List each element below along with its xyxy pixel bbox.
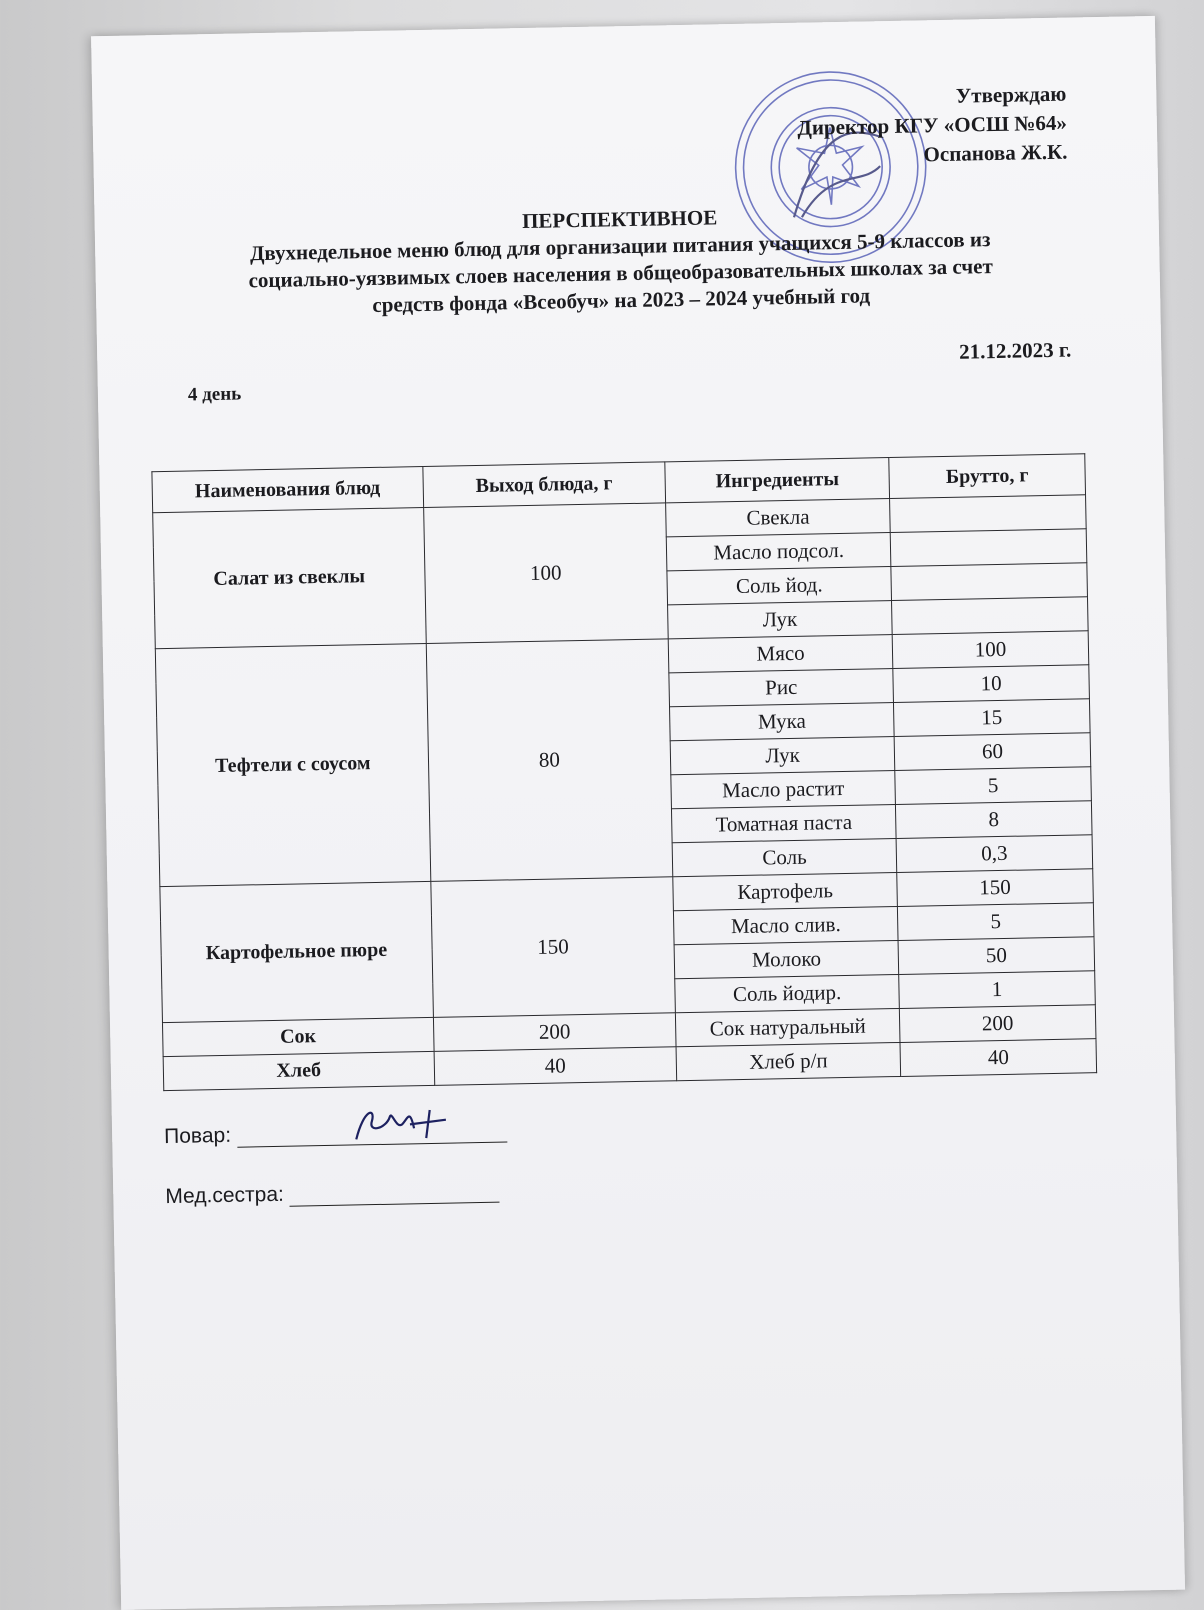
dish-name: Тефтели с соусом xyxy=(155,643,430,886)
ingredient-name: Соль йод. xyxy=(667,567,892,605)
column-header-dish: Наименования блюд xyxy=(152,467,423,513)
ingredient-name: Томатная паста xyxy=(672,804,897,842)
dish-output: 80 xyxy=(426,639,673,882)
dish-output: 150 xyxy=(430,877,675,1018)
cook-signature-field xyxy=(164,1119,507,1150)
ingredient-name: Мясо xyxy=(668,635,893,673)
ingredient-name: Масло подсол. xyxy=(666,533,891,571)
ingredient-gross: 150 xyxy=(897,869,1094,907)
document-subtitle-3: средств фонда «Всеобуч» на 2023 – 2024 учебный год xyxy=(372,283,871,317)
ingredient-name: Картофель xyxy=(673,872,898,910)
ingredient-name: Масло слив. xyxy=(674,906,899,944)
ingredient-name: Лук xyxy=(668,601,893,639)
document-subtitle-2: социально-уязвимых слоев населения в общеобразовательных школах за счет xyxy=(248,254,994,293)
ingredient-gross: 1 xyxy=(899,971,1096,1009)
document-date: 21.12.2023 г. xyxy=(958,337,1072,364)
nurse-signature-line xyxy=(290,1182,500,1207)
ingredient-name: Рис xyxy=(669,669,894,707)
dish-output: 40 xyxy=(434,1047,677,1086)
ingredient-name: Лук xyxy=(670,737,895,775)
ingredient-name: Сок натуральный xyxy=(676,1008,901,1046)
ingredient-name: Соль йодир. xyxy=(675,974,900,1012)
column-header-output: Выход блюда, г xyxy=(422,462,665,508)
ingredient-name: Мука xyxy=(670,703,895,741)
ingredient-gross: 10 xyxy=(893,665,1090,703)
ingredient-name: Соль xyxy=(672,838,897,876)
dish-name: Картофельное пюре xyxy=(160,881,433,1022)
document-sheet xyxy=(91,16,1185,1610)
ingredient-name: Хлеб р/п xyxy=(676,1042,901,1080)
approval-block xyxy=(797,80,1068,172)
ingredient-gross: 200 xyxy=(899,1005,1096,1043)
ingredient-gross: 100 xyxy=(892,631,1089,669)
ingredient-gross: 5 xyxy=(897,903,1094,941)
ingredient-gross: 60 xyxy=(894,733,1091,771)
document-subtitle-1: Двухнедельное меню блюд для организации питания учащихся 5-9 классов из xyxy=(249,227,991,266)
ingredient-gross: 0,3 xyxy=(896,835,1093,873)
ingredient-gross: 40 xyxy=(900,1039,1097,1077)
nurse-label: Мед.сестра: xyxy=(165,1182,285,1209)
column-header-gross: Брутто, г xyxy=(889,454,1086,499)
approval-name: Оспанова Ж.К. xyxy=(923,139,1068,167)
ingredient-gross xyxy=(890,495,1087,533)
nurse-signature-field xyxy=(165,1179,500,1209)
approval-label: Утверждаю xyxy=(955,81,1067,108)
cook-signature xyxy=(345,1097,466,1149)
menu-day: 4 день xyxy=(187,383,242,406)
document-title: ПЕРСПЕКТИВНОЕ xyxy=(521,205,718,234)
cook-label: Повар: xyxy=(163,1123,232,1149)
ingredient-name: Молоко xyxy=(674,940,899,978)
menu-table xyxy=(151,453,1097,1091)
ingredient-gross xyxy=(892,597,1089,635)
dish-output: 100 xyxy=(423,503,668,644)
ingredient-name: Свекла xyxy=(666,499,891,537)
ingredient-gross: 50 xyxy=(898,937,1095,975)
dish-name: Салат из свеклы xyxy=(153,508,426,649)
ingredient-gross: 8 xyxy=(895,801,1092,839)
ingredient-gross: 5 xyxy=(895,767,1092,805)
dish-name: Хлеб xyxy=(163,1051,434,1090)
table-body xyxy=(153,495,1097,1091)
ingredient-gross: 15 xyxy=(894,699,1091,737)
ingredient-gross xyxy=(890,529,1087,567)
ingredient-gross xyxy=(891,563,1088,601)
dish-output: 200 xyxy=(433,1013,676,1052)
ingredient-name: Масло растит xyxy=(671,771,896,809)
column-header-ingredients: Ингредиенты xyxy=(665,458,890,503)
dish-name: Сок xyxy=(162,1017,433,1056)
document-header xyxy=(174,198,1066,323)
approval-position: Директор КГУ «ОСШ №64» xyxy=(797,110,1068,140)
